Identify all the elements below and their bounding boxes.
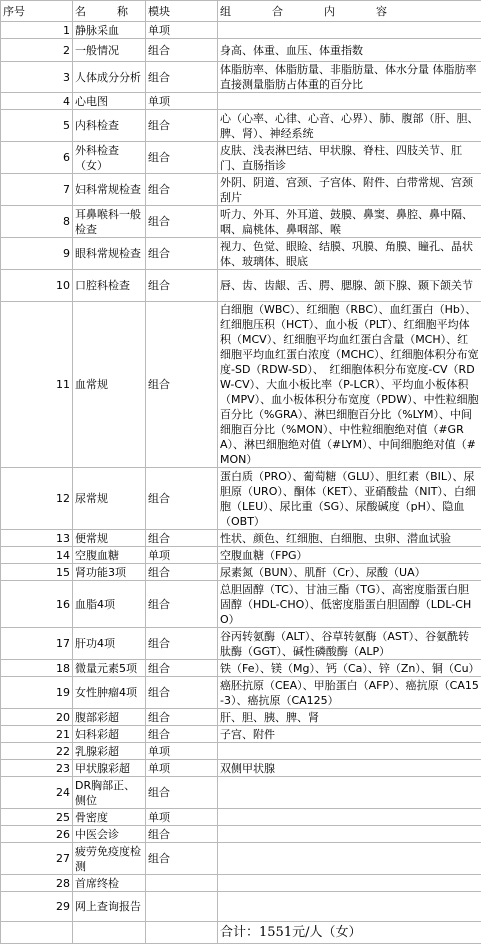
- cell-content: 子宫、附件: [218, 726, 481, 743]
- cell-module: 组合: [146, 39, 218, 62]
- cell-no: 8: [1, 206, 73, 238]
- cell-content: [218, 843, 481, 875]
- table-row: [1, 302, 481, 468]
- cell-no: 11: [1, 302, 73, 468]
- table-row: [1, 581, 481, 628]
- cell-content: 外阴、阴道、宫颈、子宫体、附件、白带常规、宫颈刮片: [218, 174, 481, 206]
- cell-name: 尿常规: [73, 468, 146, 530]
- table-row: [1, 677, 481, 709]
- cell-content: 双侧甲状腺: [218, 760, 481, 777]
- cell-module: 组合: [146, 564, 218, 581]
- cell-module: 组合: [146, 777, 218, 809]
- cell-no: 19: [1, 677, 73, 709]
- cell-name: 甲状腺彩超: [73, 760, 146, 777]
- cell-module: 组合: [146, 530, 218, 547]
- cell-module: [146, 875, 218, 892]
- cell-name: 妇科常规检查: [73, 174, 146, 206]
- cell-content: 身高、体重、血压、体重指数: [218, 39, 481, 62]
- total-blank-name: [73, 922, 146, 944]
- cell-module: 单项: [146, 743, 218, 760]
- total-blank-no: [1, 922, 73, 944]
- cell-content: 体脂肪率、体脂肪量、非脂肪量、体水分量 体脂肪率直接测量脂肪占体重的百分比: [218, 62, 481, 93]
- total-blank-module: [146, 922, 218, 944]
- cell-name: 腹部彩超: [73, 709, 146, 726]
- table-row: [1, 110, 481, 142]
- cell-no: 26: [1, 826, 73, 843]
- cell-name: 血常规: [73, 302, 146, 468]
- cell-name: 微量元素5项: [73, 660, 146, 677]
- cell-content: [218, 875, 481, 892]
- table-row: [1, 743, 481, 760]
- cell-name: 内科检查: [73, 110, 146, 142]
- cell-no: 16: [1, 581, 73, 628]
- cell-content: 唇、齿、齿龈、舌、腭、腮腺、颌下腺、颞下颌关节: [218, 270, 481, 302]
- cell-name: 心电图: [73, 93, 146, 110]
- cell-no: 23: [1, 760, 73, 777]
- cell-no: 5: [1, 110, 73, 142]
- cell-content: [218, 826, 481, 843]
- cell-name: 骨密度: [73, 809, 146, 826]
- cell-module: 组合: [146, 581, 218, 628]
- cell-no: 3: [1, 62, 73, 93]
- cell-no: 21: [1, 726, 73, 743]
- table-row: [1, 468, 481, 530]
- cell-module: 单项: [146, 22, 218, 39]
- cell-content: [218, 22, 481, 39]
- table-row: [1, 547, 481, 564]
- header-no: 序号: [1, 1, 73, 22]
- table-row: [1, 660, 481, 677]
- cell-no: 22: [1, 743, 73, 760]
- table-row: [1, 826, 481, 843]
- cell-name: 耳鼻喉科一般检查: [73, 206, 146, 238]
- header-content: 组 合 内 容: [218, 1, 481, 22]
- cell-no: 25: [1, 809, 73, 826]
- cell-content: [218, 809, 481, 826]
- cell-name: 肝功4项: [73, 628, 146, 660]
- cell-module: 组合: [146, 238, 218, 270]
- table-row: [1, 726, 481, 743]
- cell-no: 12: [1, 468, 73, 530]
- cell-content: 谷丙转氨酶（ALT）、谷草转氨酶（AST）、谷氨酰转肽酶（GGT）、碱性磷酸酶（ALP）: [218, 628, 481, 660]
- cell-content: 铁（Fe）、镁（Mg）、钙（Ca）、锌（Zn）、铜（Cu）: [218, 660, 481, 677]
- cell-module: 组合: [146, 142, 218, 174]
- cell-no: 29: [1, 892, 73, 922]
- cell-module: 组合: [146, 62, 218, 93]
- cell-content: [218, 777, 481, 809]
- cell-module: 组合: [146, 726, 218, 743]
- table-row: [1, 530, 481, 547]
- cell-name: 肾功能3项: [73, 564, 146, 581]
- table-row: [1, 22, 481, 39]
- cell-content: 白细胞（WBC）、红细胞（RBC）、血红蛋白（Hb）、红细胞压积（HCT）、血小板（PLT）、红细胞平均体积（MCV）、红细胞平均血红蛋白含量（MCH）、红细胞平均血红蛋白浓度（MCHC）、红细胞体积分布宽度-SD（RDW-SD）、 红细胞体积分布宽度-CV（RDW-CV）、大血小板比率（P-LCR）、平均血小板体积（MPV）、血小板体积分布宽度（PDW）、中性粒细胞百分比（%GRA）、淋巴细胞百分比（%LYM）、中间细胞百分比（%MON）、中性粒细胞绝对值（#GRA）、淋巴细胞绝对值（#LYM）、中间细胞绝对值（#MON）: [218, 302, 481, 468]
- cell-no: 15: [1, 564, 73, 581]
- cell-name: 空腹血糖: [73, 547, 146, 564]
- cell-module: [146, 892, 218, 922]
- table-row: [1, 206, 481, 238]
- cell-no: 20: [1, 709, 73, 726]
- table-row: [1, 270, 481, 302]
- cell-name: 乳腺彩超: [73, 743, 146, 760]
- cell-no: 4: [1, 93, 73, 110]
- cell-content: 肝、胆、胰、脾、肾: [218, 709, 481, 726]
- cell-content: 视力、色觉、眼睑、结膜、巩膜、角膜、瞳孔、晶状体、玻璃体、眼底: [218, 238, 481, 270]
- table-row: [1, 892, 481, 922]
- table-row: [1, 875, 481, 892]
- table-row: [1, 760, 481, 777]
- cell-content: 癌胚抗原（CEA）、甲胎蛋白（AFP）、癌抗原（CA15-3）、癌抗原（CA125）: [218, 677, 481, 709]
- cell-no: 10: [1, 270, 73, 302]
- table-row: [1, 142, 481, 174]
- cell-no: 28: [1, 875, 73, 892]
- cell-module: 组合: [146, 270, 218, 302]
- table-body: [1, 22, 481, 922]
- table-row: [1, 174, 481, 206]
- cell-content: 尿素氮（BUN）、肌酐（Cr）、尿酸（UA）: [218, 564, 481, 581]
- cell-module: 组合: [146, 660, 218, 677]
- cell-content: [218, 743, 481, 760]
- cell-module: 单项: [146, 760, 218, 777]
- cell-content: 听力、外耳、外耳道、鼓膜、鼻窦、鼻腔、鼻中隔、咽、扁桃体、鼻咽部、喉: [218, 206, 481, 238]
- cell-name: 血脂4项: [73, 581, 146, 628]
- cell-module: 单项: [146, 547, 218, 564]
- cell-name: 人体成分分析: [73, 62, 146, 93]
- table-row: [1, 843, 481, 875]
- cell-module: 组合: [146, 826, 218, 843]
- table-row: [1, 628, 481, 660]
- cell-name: 妇科彩超: [73, 726, 146, 743]
- cell-no: 2: [1, 39, 73, 62]
- total-row: [1, 922, 481, 944]
- cell-module: 组合: [146, 468, 218, 530]
- cell-no: 17: [1, 628, 73, 660]
- cell-module: 组合: [146, 709, 218, 726]
- table-row: [1, 809, 481, 826]
- cell-content: 心（心率、心律、心音、心界）、肺、腹部（肝、胆、脾、肾）、神经系统: [218, 110, 481, 142]
- cell-content: 皮肤、浅表淋巴结、甲状腺、脊柱、四肢关节、肛门、直肠指诊: [218, 142, 481, 174]
- header-name: 名 称: [73, 1, 146, 22]
- cell-module: 组合: [146, 174, 218, 206]
- cell-name: 疲劳免疫度检测: [73, 843, 146, 875]
- cell-no: 6: [1, 142, 73, 174]
- cell-name: 外科检查（女）: [73, 142, 146, 174]
- cell-no: 18: [1, 660, 73, 677]
- cell-module: 组合: [146, 628, 218, 660]
- cell-name: 静脉采血: [73, 22, 146, 39]
- cell-no: 24: [1, 777, 73, 809]
- cell-no: 14: [1, 547, 73, 564]
- table-row: [1, 709, 481, 726]
- cell-name: 便常规: [73, 530, 146, 547]
- cell-module: 组合: [146, 302, 218, 468]
- cell-module: 组合: [146, 110, 218, 142]
- cell-no: 27: [1, 843, 73, 875]
- cell-no: 1: [1, 22, 73, 39]
- cell-module: 单项: [146, 93, 218, 110]
- table-row: [1, 564, 481, 581]
- cell-no: 9: [1, 238, 73, 270]
- table-row: [1, 777, 481, 809]
- table-row: [1, 39, 481, 62]
- cell-name: 一般情况: [73, 39, 146, 62]
- cell-content: [218, 93, 481, 110]
- cell-content: 空腹血糖（FPG）: [218, 547, 481, 564]
- header-module: 模块: [146, 1, 218, 22]
- cell-name: 女性肿瘤4项: [73, 677, 146, 709]
- cell-name: 首席终检: [73, 875, 146, 892]
- cell-no: 7: [1, 174, 73, 206]
- cell-no: 13: [1, 530, 73, 547]
- total-price: 合计：1551元/人（女）: [218, 922, 481, 944]
- cell-content: [218, 892, 481, 922]
- cell-content: 蛋白质（PRO）、葡萄糖（GLU）、胆红素（BIL）、尿胆原（URO）、酮体（KET）、亚硝酸盐（NIT）、白细胞（LEU）、尿比重（SG）、尿酸碱度（pH）、隐血（OBT）: [218, 468, 481, 530]
- cell-module: 组合: [146, 677, 218, 709]
- cell-name: DR胸部正、侧位: [73, 777, 146, 809]
- cell-module: 组合: [146, 843, 218, 875]
- header-row: [1, 1, 481, 22]
- cell-name: 中医会诊: [73, 826, 146, 843]
- table-row: [1, 93, 481, 110]
- cell-content: 总胆固醇（TC）、甘油三酯（TG）、高密度脂蛋白胆固醇（HDL-CHO）、低密度脂蛋白胆固醇（LDL-CHO）: [218, 581, 481, 628]
- cell-name: 网上查询报告: [73, 892, 146, 922]
- cell-module: 组合: [146, 206, 218, 238]
- cell-content: 性状、颜色、红细胞、白细胞、虫卵、潜血试验: [218, 530, 481, 547]
- cell-name: 眼科常规检查: [73, 238, 146, 270]
- cell-module: 单项: [146, 809, 218, 826]
- table-row: [1, 238, 481, 270]
- table-row: [1, 62, 481, 93]
- cell-name: 口腔科检查: [73, 270, 146, 302]
